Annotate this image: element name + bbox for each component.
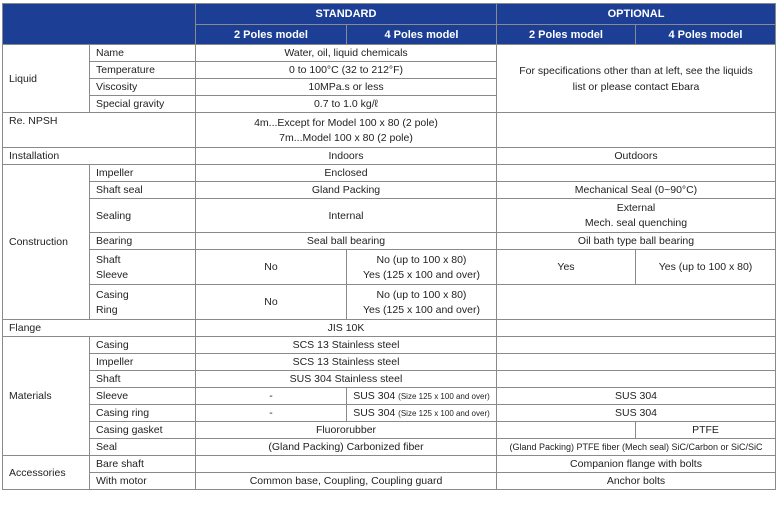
ring-4p-note: (Size 125 x 100 and over) — [398, 409, 490, 418]
construction-casing-4-poles — [347, 285, 497, 320]
construction-casing-2-poles: No — [196, 285, 347, 320]
row-label-name: Name — [90, 45, 196, 62]
accessories-motor-standard: Common base, Coupling, Coupling guard — [196, 473, 497, 490]
row-label-shaft-seal: Shaft seal — [90, 182, 196, 199]
row-label-special-gravity: Special gravity — [90, 96, 196, 113]
row-label-material-seal: Seal — [90, 439, 196, 456]
construction-casing-optional-empty — [497, 285, 776, 320]
group-label-materials: Materials — [3, 337, 90, 456]
liquid-temperature-value: 0 to 100°C (32 to 212°F) — [196, 62, 497, 79]
row-label-material-impeller: Impeller — [90, 354, 196, 371]
row-label-material-casing-ring: Casing ring — [90, 405, 196, 422]
row-label-material-casing-gasket: Casing gasket — [90, 422, 196, 439]
materials-ring-optional: SUS 304 — [497, 405, 776, 422]
casing-4p-line2: Yes (125 x 100 and over) — [363, 303, 480, 316]
materials-shaft-value: SUS 304 Stainless steel — [196, 371, 497, 388]
group-label-accessories: Accessories — [3, 456, 90, 490]
flange-optional-empty — [497, 320, 776, 337]
row-label-viscosity: Viscosity — [90, 79, 196, 96]
casing-4p-line1: No (up to 100 x 80) — [376, 288, 467, 301]
materials-casing-value: SCS 13 Stainless steel — [196, 337, 497, 354]
group-label-flange: Flange — [3, 320, 196, 337]
row-label-shaft-sleeve — [90, 250, 196, 285]
header-blank-cell — [3, 4, 196, 45]
materials-sleeve-optional: SUS 304 — [497, 388, 776, 405]
construction-impeller-optional-empty — [497, 165, 776, 182]
liquid-gravity-value: 0.7 to 1.0 kg/ℓ — [196, 96, 497, 113]
npsh-line2: 7m...Model 100 x 80 (2 pole) — [279, 131, 413, 144]
construction-shaft-seal-standard: Gland Packing — [196, 182, 497, 199]
header-optional: OPTIONAL — [497, 4, 776, 25]
sleeve-4p-value: SUS 304 — [353, 390, 396, 402]
construction-sealing-standard: Internal — [196, 199, 497, 233]
row-label-material-casing: Casing — [90, 337, 196, 354]
casing-label: Casing — [96, 288, 129, 301]
group-label-npsh: Re. NPSH — [3, 113, 196, 148]
liquid-name-value: Water, oil, liquid chemicals — [196, 45, 497, 62]
group-label-construction: Construction — [3, 165, 90, 320]
row-label-material-sleeve: Sleeve — [90, 388, 196, 405]
materials-sleeve-4-poles — [347, 388, 497, 405]
specification-table — [2, 3, 776, 490]
construction-shaft-optional-2-poles: Yes — [497, 250, 636, 285]
liquid-optional-line1: For specifications other than at left, see the liquids — [519, 64, 753, 77]
header-standard: STANDARD — [196, 4, 497, 25]
materials-gasket-standard: Fluororubber — [196, 422, 497, 439]
header-optional-2-poles: 2 Poles model — [497, 25, 636, 45]
header-optional-4-poles: 4 Poles model — [636, 25, 776, 45]
shaft-4p-line1: No (up to 100 x 80) — [376, 253, 467, 266]
row-label-with-motor: With motor — [90, 473, 196, 490]
construction-shaft-2-poles: No — [196, 250, 347, 285]
shaft-4p-line2: Yes (125 x 100 and over) — [363, 268, 480, 281]
row-label-casing-ring — [90, 285, 196, 320]
sealing-optional-line2: Mech. seal quenching — [584, 217, 688, 229]
materials-seal-standard: (Gland Packing) Carbonized fiber — [196, 439, 497, 456]
sleeve-4p-note: (Size 125 x 100 and over) — [398, 392, 490, 401]
accessories-motor-optional: Anchor bolts — [497, 473, 776, 490]
row-label-material-shaft: Shaft — [90, 371, 196, 388]
liquid-viscosity-value: 10MPa.s or less — [196, 79, 497, 96]
construction-impeller-value: Enclosed — [196, 165, 497, 182]
liquid-optional-note — [497, 45, 776, 113]
materials-gasket-optional-empty — [497, 422, 636, 439]
construction-shaft-seal-optional: Mechanical Seal (0~90°C) — [497, 182, 776, 199]
npsh-line1: 4m...Except for Model 100 x 80 (2 pole) — [254, 116, 438, 129]
materials-sleeve-2-poles: - — [196, 388, 347, 405]
sleeve-label: Sleeve — [96, 268, 129, 281]
sealing-optional-line1: External — [616, 202, 656, 214]
flange-value: JIS 10K — [196, 320, 497, 337]
row-label-impeller: Impeller — [90, 165, 196, 182]
group-label-installation: Installation — [3, 148, 196, 165]
header-standard-2-poles: 2 Poles model — [196, 25, 347, 45]
accessories-bare-optional: Companion flange with bolts — [497, 456, 776, 473]
shaft-label: Shaft — [96, 253, 121, 266]
row-label-temperature: Temperature — [90, 62, 196, 79]
materials-seal-optional: (Gland Packing) PTFE fiber (Mech seal) SiC/Carbon or SiC/SiC — [497, 439, 776, 456]
materials-gasket-optional: PTFE — [636, 422, 776, 439]
construction-bearing-optional: Oil bath type ball bearing — [497, 233, 776, 250]
installation-standard: Indoors — [196, 148, 497, 165]
construction-shaft-optional-4-poles: Yes (up to 100 x 80) — [636, 250, 776, 285]
construction-shaft-4-poles — [347, 250, 497, 285]
materials-impeller-optional-empty — [497, 354, 776, 371]
group-label-liquid: Liquid — [3, 45, 90, 113]
materials-casing-optional-empty — [497, 337, 776, 354]
ring-label: Ring — [96, 303, 118, 316]
ring-4p-value: SUS 304 — [353, 407, 396, 419]
construction-bearing-standard: Seal ball bearing — [196, 233, 497, 250]
header-standard-4-poles: 4 Poles model — [347, 25, 497, 45]
installation-optional: Outdoors — [497, 148, 776, 165]
accessories-bare-standard-empty — [196, 456, 497, 473]
materials-shaft-optional-empty — [497, 371, 776, 388]
materials-ring-4-poles — [347, 405, 497, 422]
npsh-optional-empty — [497, 113, 776, 148]
construction-sealing-optional — [497, 199, 776, 233]
liquid-optional-line2: list or please contact Ebara — [572, 80, 700, 93]
row-label-sealing: Sealing — [90, 199, 196, 233]
row-label-bearing: Bearing — [90, 233, 196, 250]
row-label-bare-shaft: Bare shaft — [90, 456, 196, 473]
materials-impeller-value: SCS 13 Stainless steel — [196, 354, 497, 371]
materials-ring-2-poles: - — [196, 405, 347, 422]
npsh-values — [196, 113, 497, 148]
